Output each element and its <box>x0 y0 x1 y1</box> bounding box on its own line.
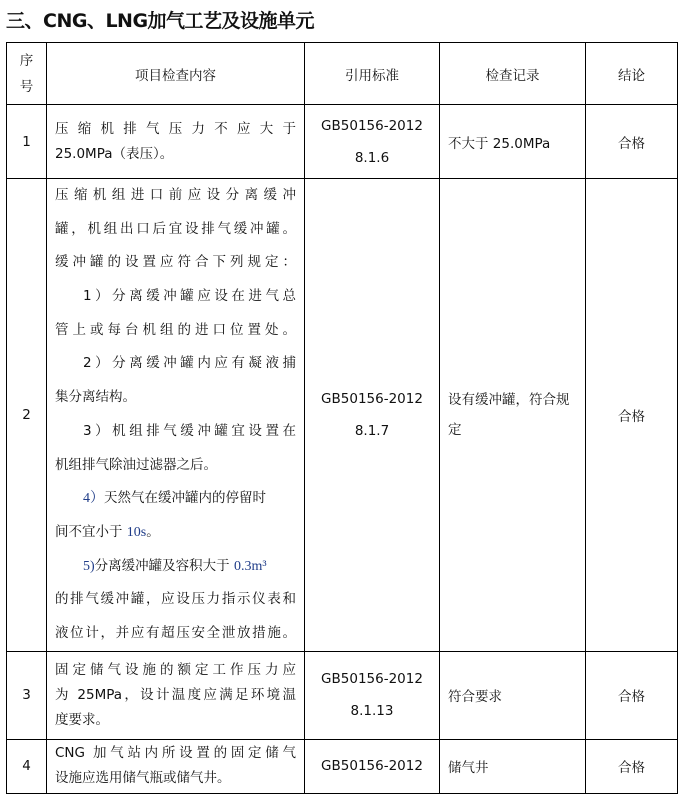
row-standard <box>305 179 440 652</box>
row-no: 1 <box>7 105 47 179</box>
row-content <box>47 651 305 739</box>
inspection-table <box>6 42 678 794</box>
content-line: 罐，机组出口后宜设排气缓冲罐。 <box>55 220 296 237</box>
header-row <box>7 43 678 105</box>
content-line: 为 25MPa，设计温度应满足环境温 <box>55 686 296 703</box>
time-value: 10s <box>126 524 147 540</box>
content-line <box>55 550 296 584</box>
line-text: 天然气在缓冲罐内的停留时 <box>104 490 266 507</box>
standard-code: GB50156-2012 <box>321 671 423 688</box>
header-no: 序号 <box>7 43 47 105</box>
volume-value: 0.3m³ <box>233 558 267 574</box>
item-number: 4） <box>83 491 104 507</box>
content-line: 度要求。 <box>55 711 109 728</box>
line-text: 分离缓冲罐及容积大于 <box>94 557 234 574</box>
content-line: 3）机组排气缓冲罐宜设置在 <box>83 422 296 439</box>
content-line: 设施应选用储气瓶或储气井。 <box>55 770 231 787</box>
row-standard <box>305 105 440 179</box>
content-line: 25.0MPa（表压）。 <box>55 145 174 162</box>
row-conclusion: 合格 <box>586 179 678 652</box>
header-standard: 引用标准 <box>305 43 440 105</box>
content-line <box>55 516 296 550</box>
table-row <box>7 179 678 652</box>
content-line: 1）分离缓冲罐应设在进气总 <box>83 288 296 305</box>
row-conclusion: 合格 <box>586 739 678 793</box>
content-line: 2）分离缓冲罐内应有凝液捕 <box>83 355 296 372</box>
content-line: 的排气缓冲罐，应设压力指示仪表和 <box>55 591 296 608</box>
row-no: 4 <box>7 739 47 793</box>
content-line: CNG 加气站内所设置的固定储气 <box>55 745 296 762</box>
row-standard: GB50156-2012 <box>305 739 440 793</box>
content-line: 压缩机排气压力不应大于 <box>55 120 296 137</box>
section-title: 三、CNG、LNG加气工艺及设施单元 <box>6 10 315 32</box>
content-line: 液位计，并应有超压安全泄放措施。 <box>55 624 296 641</box>
content-line: 缓冲罐的设置应符合下列规定： <box>55 254 296 271</box>
row-content <box>47 105 305 179</box>
item-number: 5) <box>83 558 95 574</box>
content-line <box>55 482 296 516</box>
row-conclusion: 合格 <box>586 105 678 179</box>
content-line: 机组排气除油过滤器之后。 <box>55 456 217 473</box>
row-record: 设有缓冲罐，符合规定 <box>440 179 586 652</box>
row-standard <box>305 651 440 739</box>
standard-clause: 8.1.13 <box>350 703 394 720</box>
header-conclusion: 结论 <box>586 43 678 105</box>
table-row <box>7 739 678 793</box>
row-no: 3 <box>7 651 47 739</box>
content-line: 压缩机组进口前应设分离缓冲 <box>55 187 296 203</box>
row-record: 储气井 <box>440 739 586 793</box>
standard-clause: 8.1.7 <box>354 422 390 439</box>
row-no: 2 <box>7 179 47 652</box>
row-conclusion: 合格 <box>586 651 678 739</box>
header-content: 项目检查内容 <box>47 43 305 105</box>
standard-clause: 8.1.6 <box>354 149 390 166</box>
line-text: 间不宜小于 <box>55 523 127 540</box>
row-content <box>47 739 305 793</box>
content-line: 集分离结构。 <box>55 389 136 406</box>
standard-code: GB50156-2012 <box>321 117 423 134</box>
table-row <box>7 651 678 739</box>
row-record: 不大于 25.0MPa <box>440 105 586 179</box>
line-text: 。 <box>146 523 160 540</box>
content-line: 固定储气设施的额定工作压力应 <box>55 661 296 678</box>
row-record: 符合要求 <box>440 651 586 739</box>
row-content <box>47 179 305 652</box>
standard-code: GB50156-2012 <box>321 390 423 407</box>
table-row <box>7 105 678 179</box>
header-record: 检查记录 <box>440 43 586 105</box>
content-line: 管上或每台机组的进口位置处。 <box>55 321 296 338</box>
